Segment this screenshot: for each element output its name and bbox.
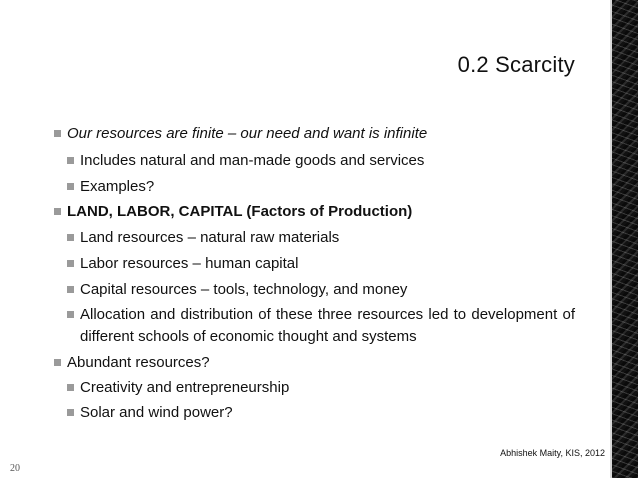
- sub-bullet-item: [67, 253, 575, 275]
- bullet-text: Solar and wind power?: [80, 404, 233, 421]
- slide-title: 0.2 Scarcity: [457, 52, 575, 77]
- bullet-marker-icon: [67, 157, 74, 164]
- bullet-marker-icon: [67, 260, 74, 267]
- bullet-text: LAND, LABOR, CAPITAL (Factors of Production): [67, 203, 413, 220]
- bullet-text: Labor resources – human capital: [80, 255, 299, 272]
- frame-texture: [612, 0, 638, 478]
- page-number: 20: [10, 463, 20, 474]
- bullet-marker-icon: [54, 130, 61, 137]
- sub-bullet-item: [67, 304, 575, 348]
- bullet-marker-icon: [54, 359, 61, 366]
- sub-bullet-item: [67, 227, 575, 249]
- bullet-text: Examples?: [80, 178, 155, 195]
- bullet-marker-icon: [67, 183, 74, 190]
- bullet-text: Abundant resources?: [67, 354, 210, 371]
- bullet-text: Capital resources – tools, technology, and money: [80, 281, 408, 298]
- bullet-item: [54, 123, 574, 145]
- bullet-marker-icon: [67, 311, 74, 318]
- bullet-marker-icon: [67, 384, 74, 391]
- sub-bullet-item: [67, 279, 575, 301]
- sub-bullet-item: [67, 402, 575, 424]
- bullet-item: [54, 352, 574, 374]
- bullet-marker-icon: [67, 409, 74, 416]
- bullet-item: [54, 201, 574, 223]
- bullet-text: Our resources are finite – our need and want is infinite: [67, 125, 428, 142]
- bullet-marker-icon: [67, 286, 74, 293]
- slide-footer: Abhishek Maity, KIS, 2012: [500, 448, 605, 458]
- bullet-marker-icon: [54, 208, 61, 215]
- bullet-text: Land resources – natural raw materials: [80, 229, 340, 246]
- sub-bullet-item: [67, 377, 575, 399]
- bullet-text: Allocation and distribution of these three resources led to development of different schools of economic thought and systems: [80, 306, 575, 345]
- bullet-text: Creativity and entrepreneurship: [80, 379, 290, 396]
- sub-bullet-item: [67, 176, 575, 198]
- sub-bullet-item: [67, 150, 575, 172]
- bullet-text: Includes natural and man-made goods and services: [80, 152, 425, 169]
- bullet-marker-icon: [67, 234, 74, 241]
